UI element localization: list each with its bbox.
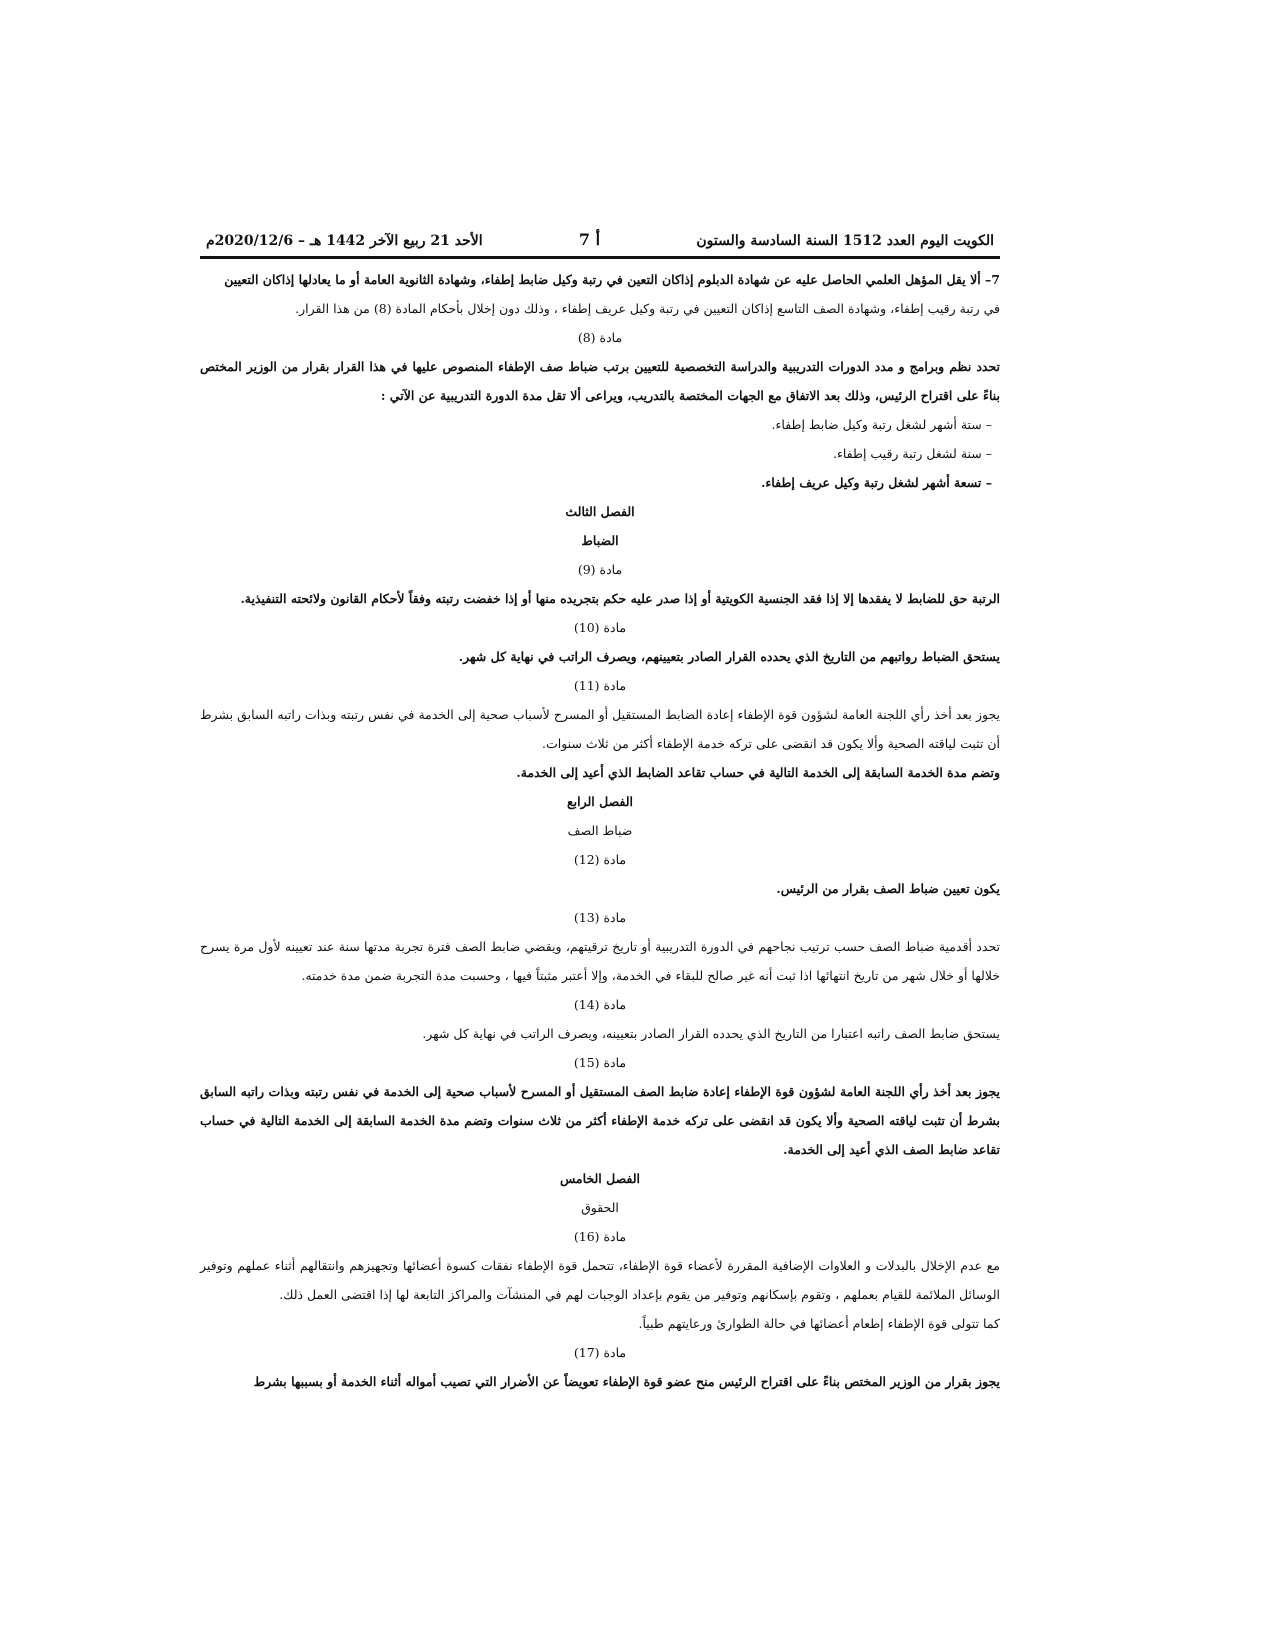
article-heading-15: مادة (15) <box>573 1055 627 1070</box>
paragraph-item-7-line1: 7– ألا يقل المؤهل العلمي الحاصل عليه عن شهادة الدبلوم إذاكان التعين في رتبة وكيل ضابط إطفاء، وشهادة الثانوية العامة أو ما يعادلها إذاكان التعيين <box>224 272 1000 287</box>
document-page <box>200 230 1000 1396</box>
article-text-13: تحدد أقدمية ضباط الصف حسب ترتيب نجاحهم في الدورة التدريبية أو تاريخ ترقيتهم، ويقضي ضابط الصف فترة تجربة مدتها سنة عند تعيينه لأول مرة يسرح خلالها أو خلال شهر من تاريخ انتهائها اذا ثبت أنه غير صالح للبقاء في الخدمة، وإلا أعتبر مثبتاً فيها ، وحسبت مدة التجربة ضمن مدة خدمته. <box>200 939 1000 983</box>
chapter-heading-3: الفصل الثالث <box>565 504 635 519</box>
article-heading-11: مادة (11) <box>573 678 627 693</box>
article-text-14: يستحق ضابط الصف راتبه اعتبارا من التاريخ الذي يحدده القرار الصادر بتعيينه، ويصرف الراتب في نهاية كل شهر. <box>422 1026 1000 1041</box>
article-text-16: مع عدم الإخلال بالبدلات و العلاوات الإضافية المقررة لأعضاء قوة الإطفاء، تتحمل قوة الإطفاء نفقات كسوة أعضائها وتجهيزهم وانتقالهم أثناء عملهم وتوفير الوسائل الملائمة للقيام بعملهم ، وتقوم بإسكانهم وتوفير من يقوم بإعداد الوجبات لهم في المنشآت والمراكز التابعة لها إذا اقتضى العمل ذلك. <box>200 1258 1000 1302</box>
paragraph-item-7-line2: في رتبة رقيب إطفاء، وشهادة الصف التاسع إذاكان التعيين في رتبة وكيل عريف إطفاء ، وذلك دون إخلال بأحكام المادة (8) من هذا القرار. <box>295 301 1000 316</box>
chapter-title-3: الضباط <box>581 533 619 548</box>
chapter-title-4: ضباط الصف <box>567 823 633 838</box>
article-8-list-item-1: – ستة أشهر لشغل رتبة وكيل ضابط إطفاء. <box>771 417 992 432</box>
article-heading-12: مادة (12) <box>573 852 627 867</box>
article-text-9: الرتبة حق للضابط لا يفقدها إلا إذا فقد الجنسية الكويتية أو إذا صدر عليه حكم بتجريده منها أو إذا خفضت رتبته وفقاً لأحكام القانون ولائحته التنفيذية. <box>240 591 1000 606</box>
article-text-16-part2: كما تتولى قوة الإطفاء إطعام أعضائها في حالة الطوارئ ورعايتهم طبياً. <box>638 1316 1000 1331</box>
chapter-title-5: الحقوق <box>581 1200 619 1215</box>
article-text-11: يجوز بعد أخذ رأي اللجنة العامة لشؤون قوة الإطفاء إعادة الضابط المستقيل أو المسرح لأسباب صحية إلى الخدمة في نفس رتبته وبذات راتبه السابق بشرط أن تثبت لياقته الصحية وألا يكون قد انقضى على تركه خدمة الإطفاء أكثر من ثلاث سنوات. <box>200 707 1000 751</box>
article-text-10: يستحق الضباط رواتبهم من التاريخ الذي يحدده القرار الصادر بتعيينهم، ويصرف الراتب في نهاية كل شهر. <box>458 649 1000 664</box>
article-heading-14: مادة (14) <box>573 997 627 1012</box>
article-8-list-item-2: – سنة لشغل رتبة رقيب إطفاء. <box>833 446 992 461</box>
article-heading-10: مادة (10) <box>573 620 627 635</box>
article-text-17: يجوز بقرار من الوزير المختص بناءً على اقتراح الرئيس منح عضو قوة الإطفاء تعويضاً عن الأضرار التي تصيب أمواله أثناء الخدمة أو بسببها بشرط <box>253 1374 1000 1389</box>
document-body <box>200 265 1000 1396</box>
chapter-heading-5: الفصل الخامس <box>559 1171 641 1186</box>
chapter-heading-4: الفصل الرابع <box>566 794 634 809</box>
header-date: الأحد 21 ربيع الآخر 1442 هـ – 2020/12/6م <box>206 233 483 249</box>
article-heading-17: مادة (17) <box>573 1345 627 1360</box>
article-heading-9: مادة (9) <box>577 562 623 577</box>
article-heading-8: مادة (8) <box>577 330 623 345</box>
article-heading-13: مادة (13) <box>573 910 627 925</box>
article-text-15: يجوز بعد أخذ رأي اللجنة العامة لشؤون قوة الإطفاء إعادة ضابط الصف المستقيل أو المسرح لأسباب صحية إلى الخدمة في نفس رتبته وبذات راتبه السابق بشرط أن تثبت لياقته الصحية وألا يكون قد انقضى على تركه خدمة الإطفاء أكثر من ثلاث سنوات وتضم مدة الخدمة السابقة إلى الخدمة التالية في حساب تقاعد ضابط الصف الذي أعيد إلى الخدمة. <box>200 1084 1000 1157</box>
article-text-8: تحدد نظم وبرامج و مدد الدورات التدريبية والدراسة التخصصية للتعيين برتب ضباط صف الإطفاء المنصوص عليها في هذا القرار بقرار من الوزير المختص بناءً على اقتراح الرئيس، وذلك بعد الاتفاق مع الجهات المختصة بالتدريب، ويراعى ألا تقل مدة الدورة التدريبية عن الآتي : <box>200 359 1000 403</box>
article-8-list-item-3: – تسعة أشهر لشغل رتبة وكيل عريف إطفاء. <box>761 475 992 490</box>
page-header <box>200 230 1000 259</box>
article-text-12: يكون تعيين ضباط الصف بقرار من الرئيس. <box>776 881 1000 896</box>
article-heading-16: مادة (16) <box>573 1229 627 1244</box>
header-page-number: أ 7 <box>578 230 601 249</box>
article-text-11-part2: وتضم مدة الخدمة السابقة إلى الخدمة التالية في حساب تقاعد الضابط الذي أعيد إلى الخدمة. <box>516 765 1000 780</box>
header-issue: الكويت اليوم العدد 1512 السنة السادسة والستون <box>696 233 994 249</box>
